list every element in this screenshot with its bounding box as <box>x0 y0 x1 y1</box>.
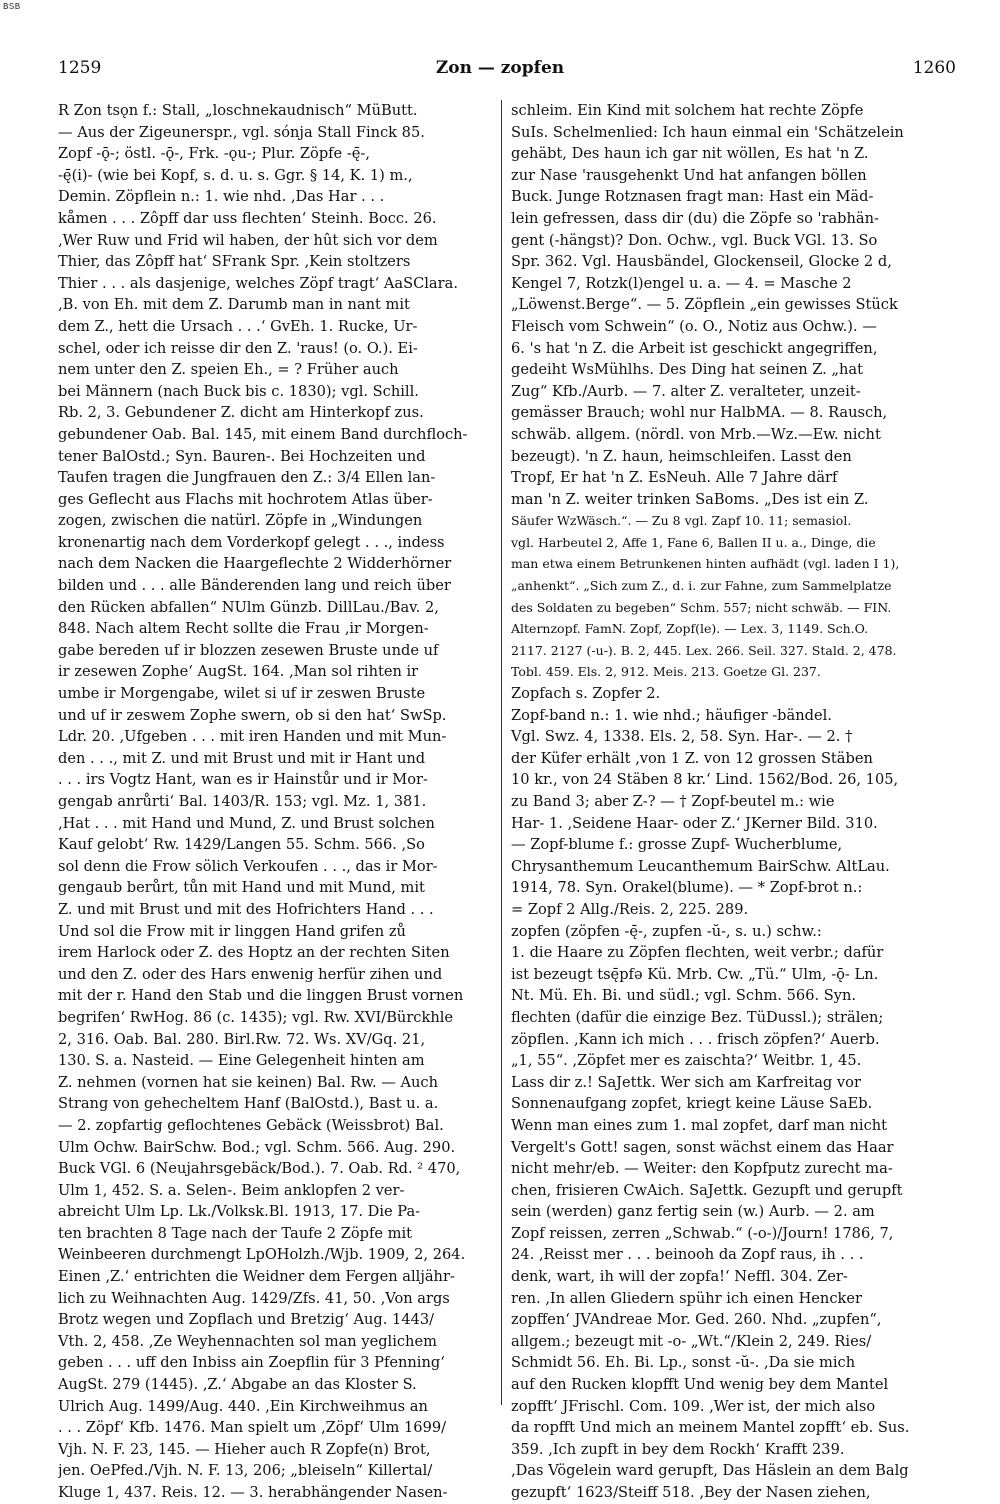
text-line: kronenartig nach dem Vorderkopf gelegt . . ., indess <box>58 533 445 551</box>
text-line: Zug“ Kfb./Aurb. — 7. alter Z. veralteter, unzeit- <box>511 382 861 400</box>
text-line: schel, oder ich reisse dir den Z. 'raus! (o. O.). Ei- <box>58 339 418 357</box>
column-divider <box>501 100 502 1405</box>
text-line: Chrysanthemum Leucanthemum BairSchw. AltLau. <box>511 857 890 875</box>
text-line: Sonnenaufgang zopfet, kriegt keine Läuse SaEb. <box>511 1095 873 1113</box>
text-line: AugSt. 279 (1445). ‚Z.‘ Abgabe an das Kloster S. <box>58 1376 417 1394</box>
text-line: Weinbeeren durchmengt LpOHolzh./Wjb. 1909, 2, 264. <box>58 1246 466 1264</box>
text-line: 359. ‚Ich zupft in bey dem Rockh‘ Krafft 239. <box>511 1440 845 1458</box>
text-line: Nt. Mü. Eh. Bi. und südl.; vgl. Schm. 566. Syn. <box>511 987 857 1005</box>
text-line: und den Z. oder des Hars enwenig herfür zihen und <box>58 965 443 983</box>
text-line: denk, wart, ih will der zopfa!‘ Neffl. 304. Zer- <box>511 1268 848 1286</box>
text-line: ir zesewen Zophe‘ AugSt. 164. ‚Man sol rihten ir <box>58 663 419 681</box>
text-line: gent (-hängst)? Don. Ochw., vgl. Buck VGl. 13. So <box>511 231 878 249</box>
text-line: Z. nehmen (vornen hat sie keinen) Bal. Rw. — Auch <box>58 1073 438 1091</box>
text-line: Z. und mit Brust und mit des Hofrichters Hand . . . <box>58 900 434 918</box>
text-line: Tropf, Er hat 'n Z. EsNeuh. Alle 7 Jahre därf <box>511 469 838 487</box>
text-line: der Küfer erhält ‚von 1 Z. von 12 grossen Stäben <box>511 749 873 767</box>
text-line: nicht mehr/eb. — Weiter: den Kopfputz zurecht ma- <box>511 1160 893 1178</box>
text-line: 1914, 78. Syn. Orakel(blume). — * Zopf-brot n.: <box>511 879 863 897</box>
text-line: umbe ir Morgengabe, wilet si uf ir zeswen Bruste <box>58 685 426 703</box>
text-line: schleim. Ein Kind mit solchem hat rechte Zöpfe <box>511 102 864 119</box>
text-line: . . . irs Vogtz Hant, wan es ir Hainstůr und ir Mor- <box>58 771 428 789</box>
text-line: irem Harlock oder Z. des Hoptz an der rechten Siten <box>58 944 450 962</box>
text-line: Rb. 2, 3. Gebundener Z. dicht am Hinterkopf zus. <box>58 404 424 422</box>
text-line: vgl. Harbeutel 2, Affe 1, Fane 6, Ballen II u. a., Dinge, die <box>511 534 876 550</box>
text-line: Har- 1. ‚Seidene Haar- oder Z.‘ JKerner Bild. 310. <box>511 814 878 832</box>
text-line: gengab anrůrti‘ Bal. 1403/R. 153; vgl. Mz. 1, 381. <box>58 793 427 810</box>
text-line: Brotz wegen und Zopflach und Bretzig‘ Aug. 1443/ <box>58 1311 435 1329</box>
text-line: ‚B. von Eh. mit dem Z. Darumb man in nant mit <box>58 296 410 314</box>
text-line: zur Nase 'rausgehenkt Und hat anfangen böllen <box>511 166 867 184</box>
text-line: bei Männern (nach Buck bis c. 1830); vgl. Schill. <box>58 382 419 400</box>
text-line: ges Geflecht aus Flachs mit hochrotem Atlas über- <box>58 490 433 508</box>
text-line: ten brachten 8 Tage nach der Taufe 2 Zöpfe mit <box>58 1224 413 1242</box>
text-line: bilden und . . . alle Bänderenden lang und reich über <box>58 577 451 595</box>
text-line: zogen, zwischen die natürl. Zöpfe in „Windungen <box>58 512 423 530</box>
page-number-left: 1259 <box>58 58 102 78</box>
text-line: auf den Rucken klopfft Und wenig bey dem Mantel <box>511 1376 889 1394</box>
page-header-title: Zon — zopfen <box>435 58 565 78</box>
text-line: SuIs. Schelmenlied: Ich haun einmal ein 'Schätzelein <box>511 123 904 141</box>
text-line: Thier, das Zôpff hat‘ SFrank Spr. ‚Kein stoltzers <box>58 253 411 271</box>
text-line: zopfft‘ JFrischl. Com. 109. ‚Wer ist, der mich also <box>511 1397 876 1415</box>
text-line: Und sol die Frow mit ir linggen Hand grifen zů <box>58 922 406 940</box>
text-line: R Zon tsǫn f.: Stall, „loschnekaudnisch“ MüButt. <box>58 102 418 119</box>
text-line: — Aus der Zigeunerspr., vgl. sónja Stall Finck 85. <box>58 123 425 141</box>
text-line: Vergelt's Gott! sagen, sonst wächst einem das Haar <box>511 1138 894 1156</box>
text-line: dem Z., hett die Ursach . . .‘ GvEh. 1. Rucke, Ur- <box>58 317 418 335</box>
text-line: man etwa einem Betrunkenen hinten aufhädt (vgl. laden I 1), <box>511 556 900 572</box>
text-line: 6. 's hat 'n Z. die Arbeit ist geschickt angegriffen, <box>511 339 878 357</box>
text-line: Zopf -ǭ-; östl. -ǭ-, Frk. -ǫu-; Plur. Zöpfe -ę̄-, <box>58 145 370 163</box>
text-line: 2, 316. Oab. Bal. 280. Birl.Rw. 72. Ws. XV/Gq. 21, <box>58 1030 426 1048</box>
text-line: Strang von gehecheltem Hanf (BalOstd.), Bast u. a. <box>58 1095 439 1113</box>
text-line: gedeiht WsMühlhs. Des Ding hat seinen Z. „hat <box>511 361 863 379</box>
text-line: den . . ., mit Z. und mit Brust und mit ir Hant und <box>58 749 426 767</box>
text-line: Buck VGl. 6 (Neujahrsgebäck/Bod.). 7. Oab. Rd. ² 470, <box>58 1160 461 1178</box>
text-line: Einen ‚Z.‘ entrichten die Weidner dem Fergen alljähr- <box>58 1268 455 1286</box>
text-line: und uf ir zeswem Zophe swern, ob si den hat‘ SwSp. <box>58 706 447 724</box>
text-line: Vgl. Swz. 4, 1338. Els. 2, 58. Syn. Har-. — 2. † <box>511 728 853 746</box>
text-line: da ropfft Und mich an meinem Mantel zopfft‘ eb. Sus. <box>511 1419 910 1437</box>
text-line: „Löwenst.Berge“. — 5. Zöpflein „ein gewisses Stück <box>511 296 898 314</box>
text-line: Vjh. N. F. 23, 145. — Hieher auch R Zopfe(n) Brot, <box>58 1440 431 1458</box>
text-line: abreicht Ulm Lp. Lk./Volksk.Bl. 1913, 17. Die Pa- <box>58 1203 421 1221</box>
text-line: sol denn die Frow sölich Verkoufen . . ., das ir Mor- <box>58 857 438 875</box>
text-line: ‚Wer Ruw und Frid wil haben, der hût sich vor dem <box>58 231 438 249</box>
text-line: Demin. Zöpflein n.: 1. wie nhd. ‚Das Har . . . <box>58 188 385 206</box>
text-line: Alternzopf. FamN. Zopf, Zopf(le). — Lex. 3, 1149. Sch.O. <box>511 621 869 637</box>
text-line: chen, frisieren CwAich. SaJettk. Gezupft und gerupft <box>511 1181 903 1199</box>
page-number-right: 1260 <box>912 58 956 78</box>
text-line: sein (werden) ganz fertig sein (w.) Aurb. — 2. am <box>511 1203 875 1221</box>
text-line: man 'n Z. weiter trinken SaBoms. „Des ist ein Z. <box>511 490 869 508</box>
text-line: gengaub berůrt, tůn mit Hand und mit Mund, mit <box>58 879 425 897</box>
library-stamp: BSB <box>3 2 21 12</box>
right-column <box>511 100 952 1504</box>
text-line: flechten (dafür die einzige Bez. TüDussl.); strälen; <box>511 1008 884 1026</box>
text-line: zu Band 3; aber Z-? — † Zopf-beutel m.: wie <box>511 793 835 810</box>
text-line: Tobl. 459. Els. 2, 912. Meis. 213. Goetze Gl. 237. <box>511 664 821 680</box>
text-line: Spr. 362. Vgl. Hausbändel, Glockenseil, Glocke 2 d, <box>511 253 892 271</box>
text-line: Thier . . . als dasjenige, welches Zöpf tragt‘ AaSClara. <box>58 274 458 292</box>
text-line: gehäbt, Des haun ich gar nit wöllen, Es hat 'n Z. <box>511 145 869 163</box>
text-line: ren. ‚In allen Gliedern spühr ich einen Hencker <box>511 1289 862 1307</box>
text-line: Säufer WzWäsch.“. — Zu 8 vgl. Zapf 10. 11; semasiol. <box>511 513 852 529</box>
text-line: nach dem Nacken die Haargeflechte 2 Widderhörner <box>58 555 452 573</box>
text-line: Taufen tragen die Jungfrauen den Z.: 3/4 Ellen lan- <box>58 469 436 487</box>
text-line: . . . Zöpf‘ Kfb. 1476. Man spielt um ‚Zöpf‘ Ulm 1699/ <box>58 1419 447 1437</box>
text-line: jen. OePfed./Vjh. N. F. 13, 206; „bleiseln“ Killertal/ <box>58 1462 433 1480</box>
text-line: 1. die Haare zu Zöpfen flechten, weit verbr.; dafür <box>511 944 884 962</box>
text-line: Kauf gelobt‘ Rw. 1429/Langen 55. Schm. 566. ‚So <box>58 836 425 854</box>
text-line: Ulm 1, 452. S. a. Selen-. Beim anklopfen 2 ver- <box>58 1181 405 1199</box>
text-line: des Soldaten zu begeben“ Schm. 557; nicht schwäb. — FIN. <box>511 599 892 615</box>
text-line: tener BalOstd.; Syn. Bauren-. Bei Hochzeiten und <box>58 447 426 465</box>
left-column <box>58 100 492 1504</box>
text-line: „anhenkt“. „Sich zum Z., d. i. zur Fahne, zum Sammelplatze <box>511 578 892 594</box>
text-line: ‚Hat . . . mit Hand und Mund, Z. und Brust solchen <box>58 814 435 832</box>
text-line: 848. Nach altem Recht sollte die Frau ‚ir Morgen- <box>58 620 429 638</box>
text-line: geben . . . uff den Inbiss ain Zoepflin für 3 Pfenning‘ <box>58 1354 445 1372</box>
text-line: schwäb. allgem. (nördl. von Mrb.—Wz.—Ew. nicht <box>511 425 881 443</box>
text-line: begrifen‘ RwHog. 86 (c. 1435); vgl. Rw. XVI/Bürckhle <box>58 1008 454 1026</box>
text-line: ist bezeugt tsę̄pfə Kü. Mrb. Cw. „Tü.“ Ulm, -ǭ- Ln. <box>511 965 879 983</box>
text-line: lich zu Weihnachten Aug. 1429/Zfs. 41, 50. ‚Von args <box>58 1289 450 1307</box>
text-line: 24. ‚Reisst mer . . . beinooh da Zopf raus, ih . . . <box>511 1246 864 1264</box>
text-line: Zopf reissen, zerren „Schwab.“ (-o-)/Journ! 1786, 7, <box>511 1224 894 1242</box>
text-line: — 2. zopfartig geflochtenes Gebäck (Weissbrot) Bal. <box>58 1116 444 1134</box>
text-line: „1, 55“. ‚Zöpfet mer es zaischta?‘ Weitbr. 1, 45. <box>511 1052 862 1070</box>
text-line: Zopf-band n.: 1. wie nhd.; häufiger -bändel. <box>511 706 832 724</box>
text-line: zopfen (zöpfen -ę̄-, zupfen -ŭ-, s. u.) schw.: <box>511 922 822 940</box>
text-line: gebundener Oab. Bal. 145, mit einem Band durchfloch- <box>58 425 468 443</box>
text-line: lein gefressen, dass dir (du) die Zöpfe so 'rabhän- <box>511 209 879 227</box>
text-line: zöpflen. ‚Kann ich mich . . . frisch zöpfen?‘ Auerb. <box>511 1030 880 1048</box>
text-line: Fleisch vom Schwein“ (o. O., Notiz aus Ochw.). — <box>511 317 877 335</box>
text-line: zopffen‘ JVAndreae Mor. Ged. 260. Nhd. „zupfen“, <box>511 1311 882 1329</box>
text-line: Kengel 7, Rotzk(l)engel u. a. — 4. = Masche 2 <box>511 274 852 292</box>
text-line: gemässer Brauch; wohl nur HalbMA. — 8. Rausch, <box>511 404 888 422</box>
text-line: 2117. 2127 (-u-). B. 2, 445. Lex. 266. Seil. 327. Stald. 2, 478. <box>511 642 897 658</box>
text-line: Zopfach s. Zopfer 2. <box>511 685 661 703</box>
text-line: Buck. Junge Rotznasen fragt man: Hast ein Mäd- <box>511 188 874 206</box>
text-line: allgem.; bezeugt mit -o- „Wt.“/Klein 2, 249. Ries/ <box>511 1332 872 1350</box>
text-line: Kluge 1, 437. Reis. 12. — 3. herabhängender Nasen- <box>58 1484 448 1501</box>
text-line: -ę̄(i)- (wie bei Kopf, s. d. u. s. Ggr. § 14, K. 1) m., <box>58 166 413 184</box>
text-line: Vth. 2, 458. ‚Ze Weyhennachten sol man yeglichem <box>58 1332 437 1350</box>
text-line: = Zopf 2 Allg./Reis. 2, 225. 289. <box>511 900 749 918</box>
text-line: gabe bereden uf ir blozzen zesewen Bruste unde uf <box>58 641 439 659</box>
text-line: bezeugt). 'n Z. haun, heimschleifen. Lasst den <box>511 447 852 465</box>
text-line: 130. S. a. Nasteid. — Eine Gelegenheit hinten am <box>58 1052 425 1070</box>
text-line: den Rücken abfallen“ NUlm Günzb. DillLau./Bav. 2, <box>58 598 439 616</box>
text-line: Schmidt 56. Eh. Bi. Lp., sonst -ŭ-. ‚Da sie mich <box>511 1354 856 1372</box>
text-line: Wenn man eines zum 1. mal zopfet, darf man nicht <box>511 1116 888 1134</box>
text-line: kåmen . . . Zôpff dar uss flechten‘ Steinh. Bocc. 26. <box>58 209 437 227</box>
text-line: Ldr. 20. ‚Ufgeben . . . mit iren Handen und mit Mun- <box>58 728 447 746</box>
text-line: Ulm Ochw. BairSchw. Bod.; vgl. Schm. 566. Aug. 290. <box>58 1138 456 1156</box>
text-line: 10 kr., von 24 Stäben 8 kr.‘ Lind. 1562/Bod. 26, 105, <box>511 771 899 789</box>
text-line: Lass dir z.! SaJettk. Wer sich am Karfreitag vor <box>511 1073 861 1091</box>
text-line: — Zopf-blume f.: grosse Zupf- Wucherblume, <box>511 836 843 854</box>
text-line: mit der r. Hand den Stab und die linggen Brust vornen <box>58 987 464 1005</box>
text-line: nem unter den Z. speien Eh., = ? Früher auch <box>58 361 399 379</box>
text-line: gezupft‘ 1623/Steiff 518. ‚Bey der Nasen ziehen, <box>511 1484 871 1501</box>
text-line: Ulrich Aug. 1499/Aug. 440. ‚Ein Kirchweihmus an <box>58 1397 428 1415</box>
text-line: ‚Das Vögelein ward gerupft, Das Häslein an dem Balg <box>511 1462 909 1480</box>
